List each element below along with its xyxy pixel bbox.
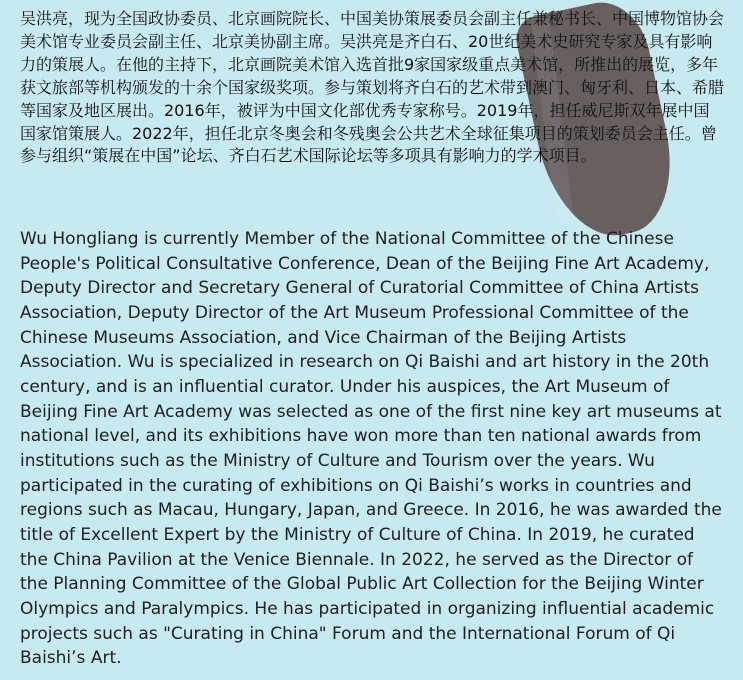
chinese-biography-paragraph: 吴洪亮，现为全国政协委员、北京画院院长、中国美协策展委员会副主任兼秘书长、中国博物馆协会美术馆专业委员会副主任、北京美协副主席。吴洪亮是齐白石、20世纪美术史研究专家及具有影响力的策展人。在他的主持下，北京画院美术馆入选首批9家国家级重点美术馆，所推出的展览，多年获文旅部等机构颁发的十余个国家级奖项。参与策划将齐白石的艺术带到澳门、匈牙利、日本、希腊等国家及地区展出。2016年，被评为中国文化部优秀专家称号。2019年，担任威尼斯双年展中国国家馆策展人。2022年，担任北京冬奥会和冬残奥会公共艺术全球征集项目的策划委员会主任。曾参与组织“策展在中国”论坛、齐白石艺术国际论坛等多项具有影响力的学术项目。: [20, 9, 725, 166]
english-biography-paragraph: Wu Hongliang is currently Member of the National Committee of the Chinese People's Political Consultative Conference, Dean of the Beijing Fine Art Academy, Deputy Director and Secretary General of Curatorial Committee of China Artists Association, Deputy Director of the Art Museum Professional Committee of the Chinese Museums Association, and Vice Chairman of the Beijing Artists Association. Wu is specialized in research on Qi Baishi and art history in the 20th century, and is an influential curator. Under his auspices, the Art Museum of Beijing Fine Art Academy was selected as one of the first nine key art museums at national level, and its exhibitions have won more than ten national awards from institutions such as the Ministry of Culture and Tourism over the years. Wu participated in the curating of exhibitions on Qi Baishi’s works in countries and regions such as Macau, Hungary, Japan, and Greece. In 2016, he was awarded the title of Excellent Expert by the Ministry of Culture of China. In 2019, he curated the China Pavilion at the Venice Biennale. In 2022, he served as the Director of the Planning Committee of the Global Public Art Collection for the Beijing Winter Olympics and Paralympics. He has participated in organizing influential academic projects such as "Curating in China" Forum and the International Forum of Qi Baishi’s Art.: [20, 229, 722, 669]
